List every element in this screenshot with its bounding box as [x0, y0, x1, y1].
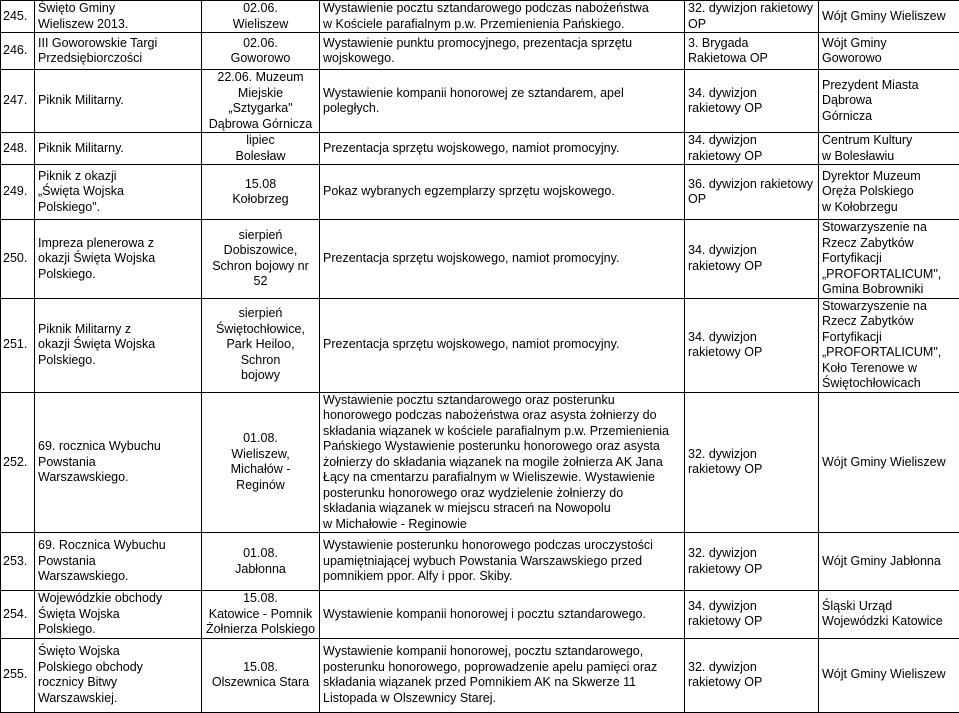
event-date-place: 15.08. Katowice - Pomnik Żołnierza Polskiego	[202, 591, 320, 639]
event-name: Święto Wojska Polskiego obchody rocznicy Bitwy Warszawskiej.	[35, 638, 202, 712]
event-name: Piknik Militarny.	[35, 133, 202, 165]
event-date-place: 01.08. Jabłonna	[202, 533, 320, 591]
organizer: Wójt Gminy Wieliszew	[819, 392, 959, 533]
organizer: Prezydent Miasta Dąbrowa Górnicza	[819, 70, 959, 133]
event-description: Wystawienie kompanii honorowej ze sztandarem, apel poległych.	[320, 70, 685, 133]
table-row	[1, 591, 959, 639]
event-name: Piknik Militarny z okazji Święta Wojska Polskiego.	[35, 298, 202, 392]
event-description: Wystawienie pocztu sztandarowego oraz posterunku honorowego podczas nabożeństwa oraz asysta żołnierzy do składania wiązanek w kościele parafialnym p.w. Przemienienia Pańskiego Wystawienie posterunku honorowego oraz asysta żołnierzy do składania wiązanek na mogile żołnierza AK Jana Łący na cmentarzu parafialnym w Wieliszewie. Wystawienie posterunku honorowego oraz wydzielenie żołnierzy do składania wiązanek w miejscu straceń na Nowopolu w Michałowie - Reginowie	[320, 392, 685, 533]
event-date-place: 02.06. Wieliszew	[202, 1, 320, 33]
event-name: Piknik z okazji „Święta Wojska Polskiego".	[35, 165, 202, 220]
event-name: 69. rocznica Wybuchu Powstania Warszawskiego.	[35, 392, 202, 533]
event-description: Wystawienie posterunku honorowego podczas uroczystości upamiętniającej wybuch Powstania Warszawskiego przed pomnikiem ppor. Alfy i ppor. Skiby.	[320, 533, 685, 591]
organizer: Wójt Gminy Wieliszew	[819, 638, 959, 712]
organizer: Stowarzyszenie na Rzecz Zabytków Fortyfikacji „PROFORTALICUM", Koło Terenowe w Świętochłowicach	[819, 298, 959, 392]
military-unit: 32. dywizjon rakietowy OP	[685, 1, 819, 33]
event-name: 69. Rocznica Wybuchu Powstania Warszawskiego.	[35, 533, 202, 591]
row-number: 254.	[1, 591, 35, 639]
organizer: Dyrektor Muzeum Oręża Polskiego w Kołobrzegu	[819, 165, 959, 220]
event-name: Piknik Militarny.	[35, 70, 202, 133]
organizer: Wójt Gminy Goworowo	[819, 33, 959, 70]
event-name: III Goworowskie Targi Przedsiębiorczości	[35, 33, 202, 70]
military-unit: 34. dywizjon rakietowy OP	[685, 298, 819, 392]
military-unit: 34. dywizjon rakietowy OP	[685, 70, 819, 133]
military-unit: 3. Brygada Rakietowa OP	[685, 33, 819, 70]
table-row	[1, 220, 959, 299]
military-unit: 34. dywizjon rakietowy OP	[685, 133, 819, 165]
table-row	[1, 638, 959, 712]
organizer: Stowarzyszenie na Rzecz Zabytków Fortyfikacji „PROFORTALICUM", Gmina Bobrowniki	[819, 220, 959, 299]
event-date-place: lipiec Bolesław	[202, 133, 320, 165]
row-number: 253.	[1, 533, 35, 591]
military-unit: 34. dywizjon rakietowy OP	[685, 591, 819, 639]
row-number: 246.	[1, 33, 35, 70]
row-number: 247.	[1, 70, 35, 133]
table-row	[1, 1, 959, 33]
event-description: Wystawienie pocztu sztandarowego podczas nabożeństwa w Kościele parafialnym p.w. Przemienienia Pańskiego.	[320, 1, 685, 33]
event-date-place: 02.06. Goworowo	[202, 33, 320, 70]
event-description: Prezentacja sprzętu wojskowego, namiot promocyjny.	[320, 298, 685, 392]
event-date-place: 15.08. Olszewnica Stara	[202, 638, 320, 712]
row-number: 245.	[1, 1, 35, 33]
event-date-place: 15.08 Kołobrzeg	[202, 165, 320, 220]
row-number: 249.	[1, 165, 35, 220]
table-row	[1, 33, 959, 70]
organizer: Centrum Kultury w Bolesławiu	[819, 133, 959, 165]
organizer: Śląski Urząd Wojewódzki Katowice	[819, 591, 959, 639]
organizer: Wójt Gminy Jabłonna	[819, 533, 959, 591]
event-description: Wystawienie kompanii honorowej, pocztu sztandarowego, posterunku honorowego, poprowadzenie apelu pamięci oraz składania wiązanek przed Pomnikiem AK na Skwerze 11 Listopada w Olszewnicy Starej.	[320, 638, 685, 712]
organizer: Wójt Gminy Wieliszew	[819, 1, 959, 33]
military-unit: 34. dywizjon rakietowy OP	[685, 220, 819, 299]
row-number: 255.	[1, 638, 35, 712]
table-row	[1, 165, 959, 220]
event-description: Pokaz wybranych egzemplarzy sprzętu wojskowego.	[320, 165, 685, 220]
event-name: Impreza plenerowa z okazji Święta Wojska Polskiego.	[35, 220, 202, 299]
event-description: Prezentacja sprzętu wojskowego, namiot promocyjny.	[320, 220, 685, 299]
table-row	[1, 533, 959, 591]
event-name: Święto Gminy Wieliszew 2013.	[35, 1, 202, 33]
row-number: 248.	[1, 133, 35, 165]
row-number: 252.	[1, 392, 35, 533]
military-unit: 36. dywizjon rakietowy OP	[685, 165, 819, 220]
event-date-place: sierpień Świętochłowice, Park Heiloo, Schron bojowy	[202, 298, 320, 392]
event-name: Wojewódzkie obchody Święta Wojska Polskiego.	[35, 591, 202, 639]
table-row	[1, 392, 959, 533]
row-number: 250.	[1, 220, 35, 299]
military-unit: 32. dywizjon rakietowy OP	[685, 533, 819, 591]
table-row	[1, 133, 959, 165]
event-description: Prezentacja sprzętu wojskowego, namiot promocyjny.	[320, 133, 685, 165]
event-date-place: sierpień Dobiszowice, Schron bojowy nr 52	[202, 220, 320, 299]
event-date-place: 01.08. Wieliszew, Michałów - Reginów	[202, 392, 320, 533]
table-row	[1, 298, 959, 392]
military-unit: 32. dywizjon rakietowy OP	[685, 392, 819, 533]
military-unit: 32. dywizjon rakietowy OP	[685, 638, 819, 712]
event-description: Wystawienie punktu promocyjnego, prezentacja sprzętu wojskowego.	[320, 33, 685, 70]
event-date-place: 22.06. Muzeum Miejskie „Sztygarka" Dąbrowa Górnicza	[202, 70, 320, 133]
row-number: 251.	[1, 298, 35, 392]
table-row	[1, 70, 959, 133]
event-description: Wystawienie kompanii honorowej i pocztu sztandarowego.	[320, 591, 685, 639]
